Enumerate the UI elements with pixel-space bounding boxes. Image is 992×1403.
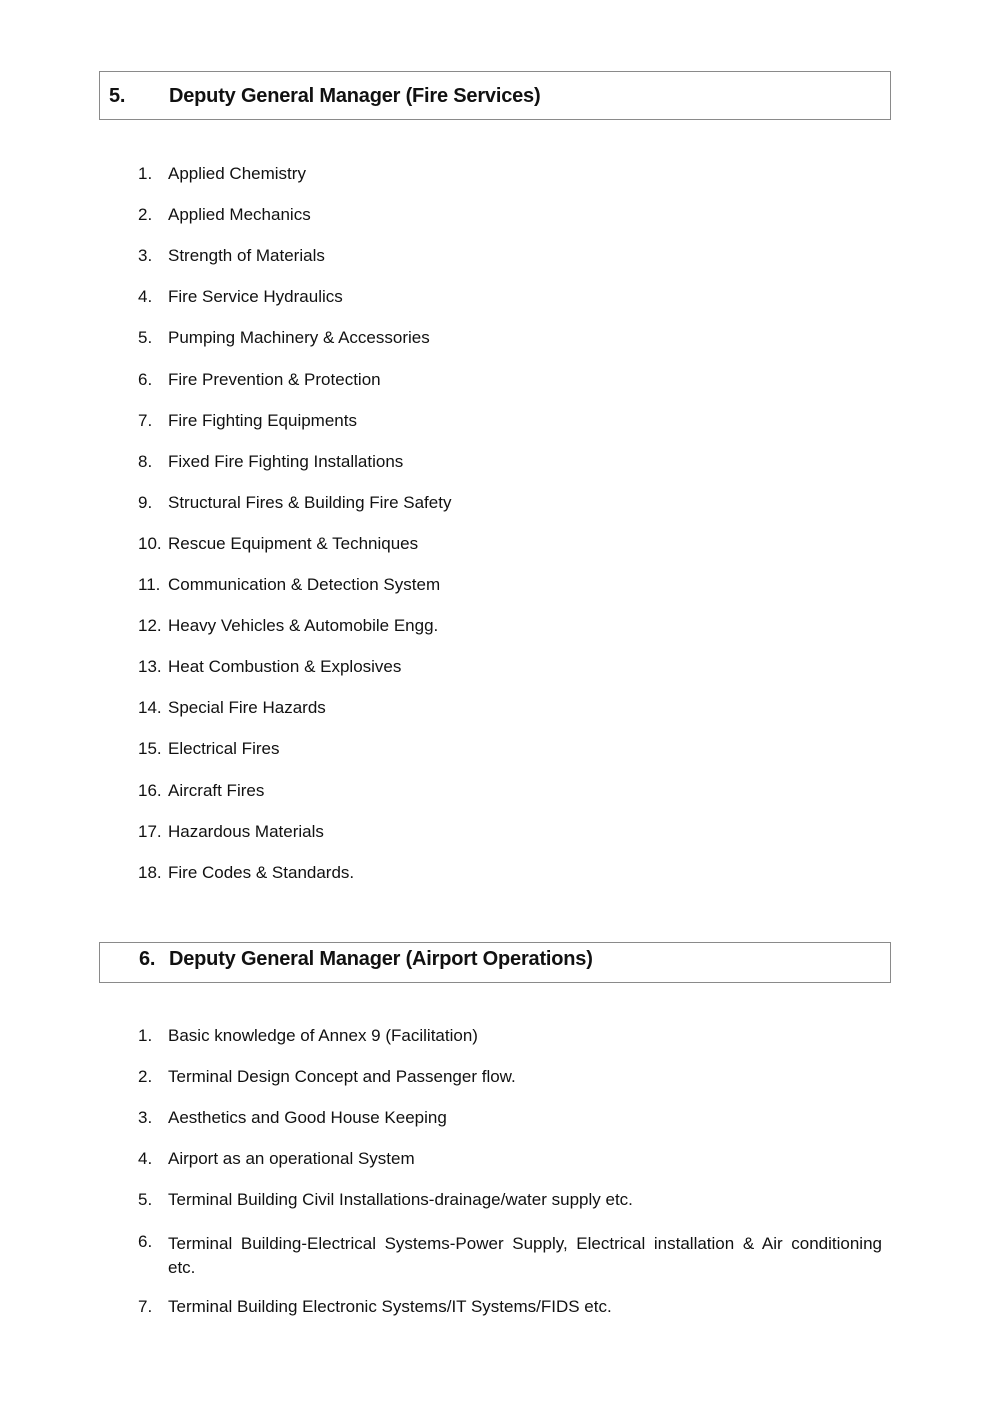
list-item-text: Hazardous Materials <box>168 821 324 841</box>
list-item-number: 14. <box>138 698 162 718</box>
section-title: Deputy General Manager (Airport Operations) <box>169 948 593 970</box>
list-item-text: Applied Mechanics <box>168 205 311 225</box>
list-item-text: Applied Chemistry <box>168 164 306 183</box>
list-item-number: 2. <box>138 205 153 225</box>
section-header-fire-services <box>99 71 891 120</box>
list-item-number: 13. <box>138 657 162 677</box>
section-header-airport-operations <box>99 942 891 983</box>
list-item-number: 5. <box>138 1190 153 1210</box>
list-item-number: 11. <box>138 575 161 594</box>
list-item-text: Strength of Materials <box>168 246 325 266</box>
list-item-number: 9. <box>138 492 153 512</box>
list-item-number: 7. <box>138 1296 153 1316</box>
list-item-number: 3. <box>138 246 153 266</box>
list-item-number: 1. <box>138 164 153 183</box>
list-item-text: Electrical Fires <box>168 739 280 759</box>
list-item-text: Terminal Building-Electrical Systems-Power Supply, Electrical installation & Air conditioning etc. <box>168 1233 882 1277</box>
list-item-text: Fire Prevention & Protection <box>168 369 381 389</box>
list-item-number: 2. <box>138 1067 153 1087</box>
list-item-text: Aircraft Fires <box>168 780 265 800</box>
list-item-number: 12. <box>138 616 162 636</box>
section-title: Deputy General Manager (Fire Services) <box>169 85 541 107</box>
list-item-text: Fire Service Hydraulics <box>168 287 343 307</box>
list-item-text: Fixed Fire Fighting Installations <box>168 451 404 471</box>
list-item-text: Fire Codes & Standards. <box>168 862 355 882</box>
list-item-number: 3. <box>138 1108 153 1128</box>
list-item-number: 8. <box>138 451 153 471</box>
list-item-text: Terminal Building Electronic Systems/IT Systems/FIDS etc. <box>168 1296 612 1316</box>
list-item-text: Heat Combustion & Explosives <box>168 657 402 677</box>
list-item-number: 18. <box>138 862 162 882</box>
list-item-number: 5. <box>138 328 153 348</box>
list-item-number: 17. <box>138 821 162 841</box>
list-item-text: Pumping Machinery & Accessories <box>168 328 430 348</box>
list-item-text: Communication & Detection System <box>168 575 441 594</box>
section-number: 5. <box>109 85 126 107</box>
list-item-number: 6. <box>138 1231 153 1251</box>
section-number: 6. <box>139 948 156 970</box>
list-item-text: Aesthetics and Good House Keeping <box>168 1108 447 1128</box>
list-item-text: Fire Fighting Equipments <box>168 410 357 430</box>
list-item-text: Rescue Equipment & Techniques <box>168 533 419 553</box>
list-item-number: 10. <box>138 533 162 553</box>
list-item-number: 16. <box>138 780 162 800</box>
list-item-text: Heavy Vehicles & Automobile Engg. <box>168 616 439 636</box>
list-item-number: 15. <box>138 739 162 759</box>
list-item-number: 1. <box>138 1026 153 1045</box>
list-item-text: Special Fire Hazards <box>168 698 326 718</box>
list-item-number: 7. <box>138 410 153 430</box>
list-item-text: Terminal Building Civil Installations-drainage/water supply etc. <box>168 1190 633 1210</box>
list-item-text: Terminal Design Concept and Passenger flow. <box>168 1067 516 1087</box>
list-item-number: 6. <box>138 369 153 389</box>
list-item-number: 4. <box>138 1149 153 1169</box>
list-item-number: 4. <box>138 287 153 307</box>
list-item-text: Structural Fires & Building Fire Safety <box>168 492 452 512</box>
list-item-text: Airport as an operational System <box>168 1149 415 1169</box>
list-item-text: Basic knowledge of Annex 9 (Facilitation) <box>168 1026 478 1045</box>
